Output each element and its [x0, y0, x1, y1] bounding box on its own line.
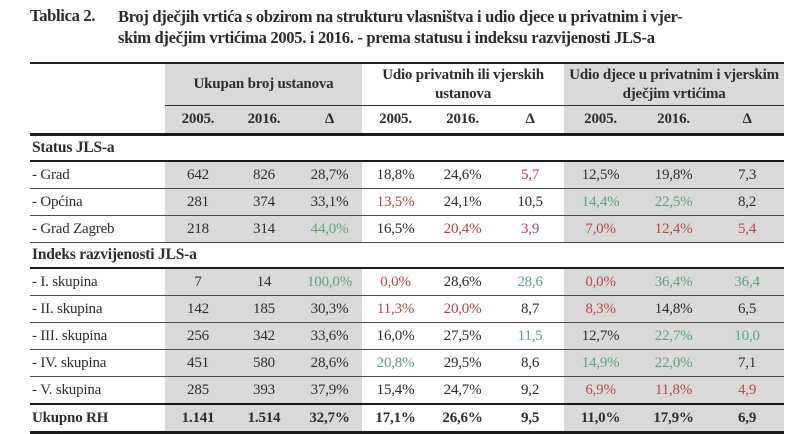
value-cell: 642 [165, 161, 231, 189]
value-cell: 28,6% [429, 268, 496, 296]
row-label: - II. skupina [30, 296, 165, 323]
total-row-label: Ukupno RH [30, 404, 165, 433]
row-label: - Grad Zagreb [30, 216, 165, 243]
value-cell: 10,0 [710, 323, 784, 350]
table-row [30, 161, 784, 189]
table-row [30, 189, 784, 216]
row-label: - IV. skupina [30, 350, 165, 377]
total-row [30, 404, 784, 433]
value-cell: 8,7 [496, 296, 564, 323]
corner-cell [30, 63, 165, 106]
value-cell: 26,6% [429, 404, 496, 433]
value-cell: 451 [165, 350, 231, 377]
delta-header: Δ [710, 106, 784, 135]
value-cell: 32,7% [297, 404, 362, 433]
value-cell: 8,2 [710, 189, 784, 216]
table-caption-line1: Broj dječjih vrtića s obzirom na strukturu vlasništva i udio djece u privatnim i vjer- [118, 7, 683, 26]
year-header: 2016. [231, 106, 297, 135]
row-label: - Općina [30, 189, 165, 216]
value-cell: 14,4% [564, 189, 637, 216]
value-cell: 22,7% [637, 323, 710, 350]
value-cell: 9,5 [496, 404, 564, 433]
value-cell: 22,0% [637, 350, 710, 377]
value-cell: 18,8% [362, 161, 429, 189]
value-cell: 826 [231, 161, 297, 189]
delta-header: Δ [297, 106, 362, 135]
value-cell: 100,0% [297, 268, 362, 296]
value-cell: 7,0% [564, 216, 637, 243]
value-cell: 36,4% [637, 268, 710, 296]
section-header-label: Indeks razvijenosti JLS-a [30, 243, 784, 269]
table-caption-number: Tablica 2. [30, 6, 96, 25]
year-header: 2005. [362, 106, 429, 135]
value-cell: 1.141 [165, 404, 231, 433]
value-cell: 4,9 [710, 377, 784, 405]
column-group-header-row [30, 63, 784, 106]
value-cell: 30,3% [297, 296, 362, 323]
value-cell: 20,0% [429, 296, 496, 323]
value-cell: 393 [231, 377, 297, 405]
value-cell: 11,3% [362, 296, 429, 323]
table-row [30, 323, 784, 350]
value-cell: 7 [165, 268, 231, 296]
data-table [30, 62, 784, 434]
value-cell: 314 [231, 216, 297, 243]
value-cell: 374 [231, 189, 297, 216]
table-caption-line2: skim dječjim vrtićima 2005. i 2016. - prema statusu i indeksu razvijenosti JLS-a [118, 28, 655, 47]
section-header-row [30, 135, 784, 162]
value-cell: 28,7% [297, 161, 362, 189]
value-cell: 29,5% [429, 350, 496, 377]
value-cell: 580 [231, 350, 297, 377]
value-cell: 20,8% [362, 350, 429, 377]
value-cell: 142 [165, 296, 231, 323]
value-cell: 8,6 [496, 350, 564, 377]
value-cell: 12,5% [564, 161, 637, 189]
value-cell: 37,9% [297, 377, 362, 405]
value-cell: 281 [165, 189, 231, 216]
value-cell: 22,5% [637, 189, 710, 216]
column-group-header: Ukupan broj ustanova [165, 63, 362, 106]
value-cell: 16,5% [362, 216, 429, 243]
value-cell: 11,8% [637, 377, 710, 405]
value-cell: 6,9% [564, 377, 637, 405]
table-row [30, 296, 784, 323]
value-cell: 14 [231, 268, 297, 296]
value-cell: 28,6% [297, 350, 362, 377]
value-cell: 12,7% [564, 323, 637, 350]
row-label: - I. skupina [30, 268, 165, 296]
delta-header: Δ [496, 106, 564, 135]
value-cell: 19,8% [637, 161, 710, 189]
row-label: - V. skupina [30, 377, 165, 405]
value-cell: 6,9 [710, 404, 784, 433]
value-cell: 218 [165, 216, 231, 243]
year-header-row [30, 106, 784, 135]
value-cell: 24,1% [429, 189, 496, 216]
section-header-row [30, 243, 784, 269]
value-cell: 0,0% [564, 268, 637, 296]
value-cell: 185 [231, 296, 297, 323]
value-cell: 11,5 [496, 323, 564, 350]
value-cell: 8,3% [564, 296, 637, 323]
value-cell: 15,4% [362, 377, 429, 405]
value-cell: 27,5% [429, 323, 496, 350]
value-cell: 33,1% [297, 189, 362, 216]
value-cell: 6,5 [710, 296, 784, 323]
year-header: 2016. [429, 106, 496, 135]
year-header: 2005. [564, 106, 637, 135]
value-cell: 12,4% [637, 216, 710, 243]
year-header: 2016. [637, 106, 710, 135]
column-group-header: Udio djece u privatnim i vjerskim dječjim vrtićima [564, 63, 784, 106]
value-cell: 285 [165, 377, 231, 405]
table-caption [30, 6, 780, 48]
value-cell: 14,8% [637, 296, 710, 323]
table-row [30, 377, 784, 405]
value-cell: 17,9% [637, 404, 710, 433]
value-cell: 17,1% [362, 404, 429, 433]
year-header: 2005. [165, 106, 231, 135]
value-cell: 20,4% [429, 216, 496, 243]
value-cell: 5,4 [710, 216, 784, 243]
value-cell: 5,7 [496, 161, 564, 189]
value-cell: 33,6% [297, 323, 362, 350]
value-cell: 3,9 [496, 216, 564, 243]
value-cell: 36,4 [710, 268, 784, 296]
value-cell: 24,6% [429, 161, 496, 189]
row-label: - Grad [30, 161, 165, 189]
value-cell: 7,3 [710, 161, 784, 189]
table-row [30, 216, 784, 243]
value-cell: 24,7% [429, 377, 496, 405]
section-header-label: Status JLS-a [30, 135, 784, 162]
value-cell: 0,0% [362, 268, 429, 296]
value-cell: 13,5% [362, 189, 429, 216]
table-caption-text [118, 6, 682, 48]
value-cell: 14,9% [564, 350, 637, 377]
value-cell: 28,6 [496, 268, 564, 296]
value-cell: 16,0% [362, 323, 429, 350]
value-cell: 9,2 [496, 377, 564, 405]
value-cell: 256 [165, 323, 231, 350]
corner-cell [30, 106, 165, 135]
value-cell: 342 [231, 323, 297, 350]
column-group-header: Udio privatnih ili vjerskih ustanova [362, 63, 564, 106]
value-cell: 11,0% [564, 404, 637, 433]
value-cell: 7,1 [710, 350, 784, 377]
value-cell: 1.514 [231, 404, 297, 433]
value-cell: 10,5 [496, 189, 564, 216]
table-row [30, 350, 784, 377]
row-label: - III. skupina [30, 323, 165, 350]
table-row [30, 268, 784, 296]
value-cell: 44,0% [297, 216, 362, 243]
